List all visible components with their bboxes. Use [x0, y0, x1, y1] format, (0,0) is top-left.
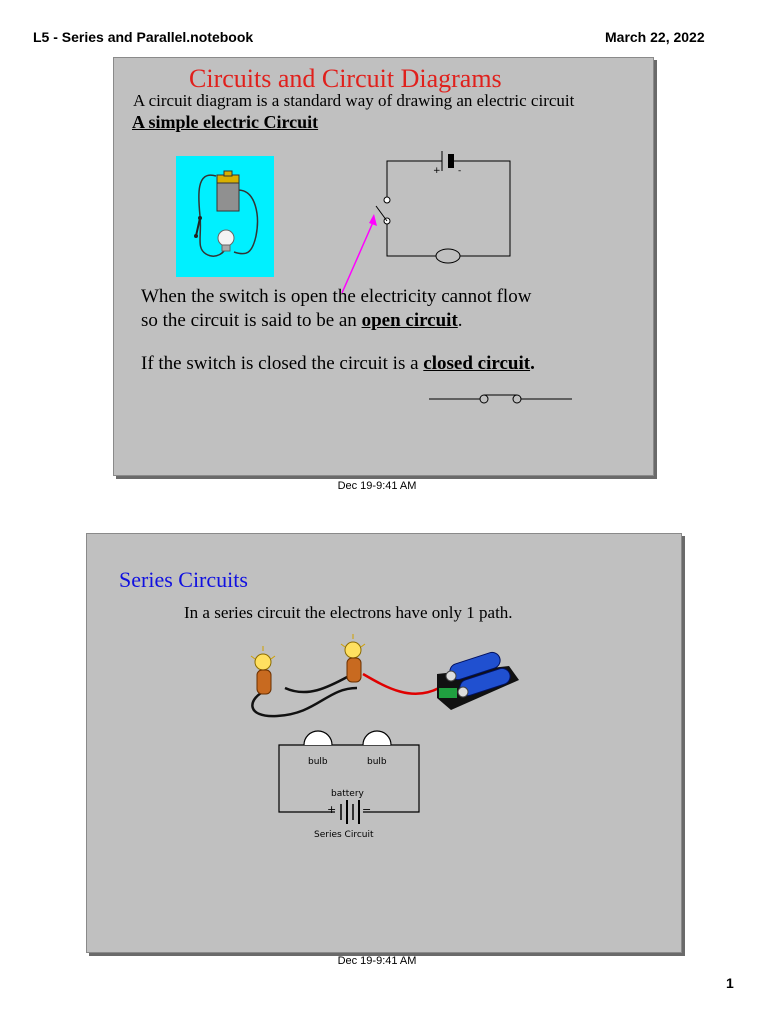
open-circuit-text: When the switch is open the electricity cannot flow so the circuit is said to be an open circuit. — [141, 286, 532, 331]
slide-series-circuits — [86, 533, 682, 953]
battery-label: battery — [331, 789, 364, 799]
slide-subtitle: A circuit diagram is a standard way of drawing an electric circuit — [133, 91, 575, 110]
bulb-label-1: bulb — [308, 757, 328, 767]
slide-subtitle: In a series circuit the electrons have only 1 path. — [184, 603, 513, 622]
battery-plus: + — [327, 803, 337, 816]
closed-switch-symbol — [429, 392, 574, 406]
open-circuit-term: open circuit — [361, 310, 458, 331]
battery-minus: − — [362, 803, 372, 816]
circuit-illustration-image — [176, 156, 274, 277]
slide-timestamp: Dec 19-9:41 AM — [337, 955, 417, 967]
simple-circuit-diagram — [364, 146, 524, 271]
slide-title: Series Circuits — [119, 567, 248, 592]
slide-title: Circuits and Circuit Diagrams — [189, 64, 502, 93]
slide-circuits-diagrams — [113, 57, 654, 476]
slide-heading: A simple electric Circuit — [132, 112, 319, 132]
series-circuit-schematic — [277, 730, 422, 842]
bulb-label-2: bulb — [367, 757, 387, 767]
series-circuit-caption: Series Circuit — [314, 830, 374, 840]
closed-circuit-term: closed circuit — [423, 353, 531, 374]
simple-circuit-illustration — [176, 156, 274, 277]
closed-circuit-text: If the switch is closed the circuit is a closed circuit. — [141, 353, 535, 374]
svg-text:-: - — [458, 166, 462, 176]
slide-timestamp: Dec 19-9:41 AM — [337, 480, 417, 492]
notebook-title: L5 - Series and Parallel.notebook — [33, 29, 254, 45]
svg-text:+: + — [433, 166, 441, 176]
page-number: 1 — [726, 975, 734, 991]
header-date: March 22, 2022 — [605, 29, 705, 45]
series-circuit-illustration — [237, 628, 527, 723]
